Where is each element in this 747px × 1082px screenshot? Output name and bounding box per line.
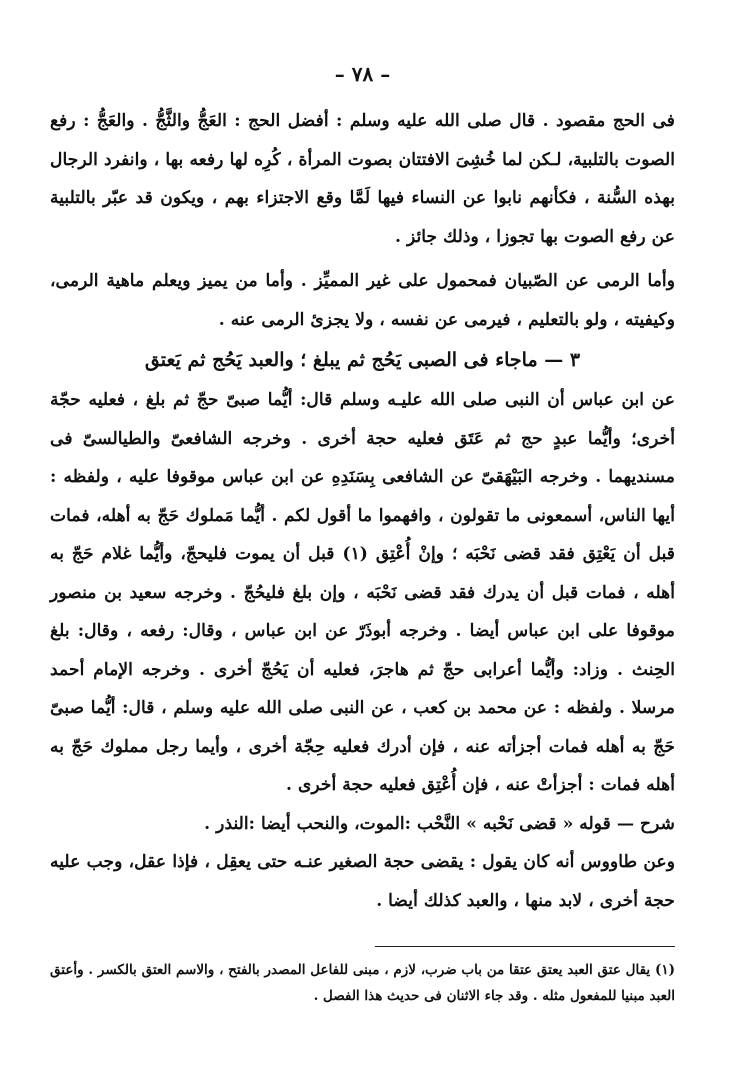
paragraph-tawus: وعن طاووس أنه كان يقول : يقضى حجة الصغير عنـه حتى يعقِل ، فإذا عقل، وجب عليه حجة أخرى ، لابد منها ، والعبد كذلك أيضا .: [50, 852, 675, 911]
paragraph-hadith-ibn-abbas: عن ابن عباس أن النبى صلى الله عليـه وسلم قال: أيُّما صبىّ حجّ ثم بلغ ، فعليه حجّة أخرى؛ وأيُّما عبدٍ حج ثم عَتَق فعليه حجة أخرى . وخرجه الشافعىّ والطيالسىّ فى مسنديهما . وخرجه البَيْهَقىّ عن الشافعى بِسَنَدِهِ عن ابن عباس موقوفا عليه ، ولفظه : أيها الناس، أسمعونى ما تقولون ، وافهموا ما أقول لكم . أيُّما مَملوك حَجّ به أهله، فمات قبل أن يَعْتِق فقد قضى نَحْبَه ؛ وإنْ أُعْتِق (١) قبل أن يموت فليحجّ، وأيُّما غلام حَجّ به أهله ، فمات قبل أن يدرك فقد قضى نَحْبَه ، وإن بلغ فليحُجّ . وخرجه سعيد بن منصور موقوفا على ابن عباس أيضا . وخرجه أبوذَرّ عن ابن عباس ، وقال: رفعه ، وقال: بلغ الحِنث . وزاد: وأيُّما أعرابى حجّ ثم هاجرَ، فعليه أن يَحُجّ أخرى . وخرجه الإمام أحمد مرسلا . ولفظه : عن محمد بن كعب ، عن النبى صلى الله عليه وسلم ، قال: أيُّما صبىّ حَجّ به أهله فمات أجزأته عنه ، فإن أدرك فعليه حِجّة أخرى ، وأيما رجل مملوك حَجّ به أهله فمات : أجزأتْ عنه ، فإن أُعْتِق فعليه حجة أخرى .: [50, 390, 675, 795]
paragraph-rami: وأما الرمى عن الصّبيان فمحمول على غير المميِّز . وأما من يميز ويعلم ماهية الرمى، وكيفيته ، ولو بالتعليم ، فيرمى عن نفسه ، ولا يجزئ الرمى عنه .: [50, 271, 675, 330]
page-number: – ٧٨ –: [334, 62, 391, 86]
footnote: (١) يقال عتق العبد يعتق عتقا من باب ضرب، لازم ، مبنى للفاعل المصدر بالفتح ، والاسم العتق بالكسر . وأعتق العبد مبنيا للمفعول مثله . وقد جاء الاثنان فى حديث هذا الفصل .: [50, 962, 675, 1004]
section-heading: ٣ — ماجاء فى الصبى يَحُج ثم يبلغ ؛ والعبد يَحُج ثم يَعتق: [144, 349, 581, 371]
footnote-divider: [375, 946, 675, 947]
paragraph-talbiya: فى الحج مقصود . قال صلى الله عليه وسلم : أفضل الحج : العَجُّ والثَّجُّ . والعَجُّ : رفع الصوت بالتلبية، لـكن لما خُشِىَ الافتتان بصوت المرأة ، كُرِه لها رفعه بها ، وانفرد الرجال بهذه السُّنة ، فكأنهم نابوا عن النساء فيها لَمَّا وقع الاجتزاء بهم ، ويكون قد عبّر بالتلبية عن رفع الصوت بها تجوزا ، وذلك جائز .: [50, 111, 675, 247]
paragraph-sharh: شرح — قوله « قضى نَحْبه » النَّحْب :الموت، والنحب أيضا :النذر .: [204, 813, 675, 834]
